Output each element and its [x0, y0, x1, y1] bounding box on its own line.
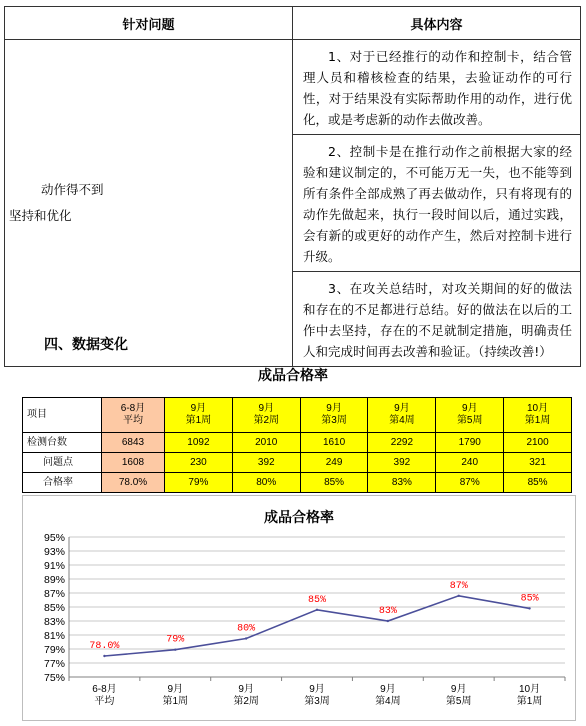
col-header-avg: 6-8月 平均: [102, 398, 165, 433]
line-chart-svg: [23, 496, 575, 720]
cell: 1610: [300, 433, 368, 453]
data-table-corner: 项目: [23, 398, 102, 433]
issue-table: [4, 6, 581, 367]
y-tick-label: 77%: [43, 658, 65, 670]
col-header-w3: 9月 第3周: [300, 398, 368, 433]
y-tick-label: 93%: [43, 546, 65, 558]
data-label: 80%: [237, 623, 256, 635]
cell: 249: [300, 453, 368, 473]
problem-cell: [5, 40, 293, 367]
data-point: [103, 655, 105, 657]
cell: 80%: [232, 473, 300, 493]
table-row: [23, 433, 572, 453]
y-tick-label: 81%: [43, 630, 65, 642]
cell: 240: [436, 453, 504, 473]
cell: 392: [368, 453, 436, 473]
row-label: 合格率: [23, 473, 102, 493]
y-tick-label: 75%: [43, 672, 65, 684]
y-tick-label: 95%: [43, 532, 65, 544]
chart-main-title: 成品合格率: [258, 368, 328, 384]
data-label: 79%: [166, 634, 185, 646]
cell: 392: [232, 453, 300, 473]
cell: 78.0%: [102, 473, 165, 493]
x-tick-label: 10月第1周: [516, 684, 543, 707]
row-label: 问题点: [23, 453, 102, 473]
cell: 85%: [504, 473, 572, 493]
y-tick-label: 83%: [43, 616, 65, 628]
table-row: [23, 473, 572, 493]
y-tick-label: 89%: [43, 574, 65, 586]
y-tick-label: 91%: [43, 560, 65, 572]
header-problem: 针对问题: [5, 7, 293, 40]
header-content: 具体内容: [293, 7, 581, 40]
data-label: 78.0%: [89, 641, 120, 652]
data-table-header-row: [23, 398, 572, 433]
y-tick-label: 87%: [43, 588, 65, 600]
content-item-1: 1、对于已经推行的动作和控制卡，结合管理人员和稽核检查的结果，去验证动作的可行性，对于结果没有实际帮助作用的动作，进行优化，或是考虑新的动作去做改善。: [293, 40, 581, 135]
cell: 85%: [300, 473, 368, 493]
line-chart: [22, 495, 576, 721]
data-label: 85%: [520, 593, 539, 605]
data-point: [316, 609, 318, 611]
content-item-2: 2、控制卡是在推行动作之前根据大家的经验和建议制定的，不可能万无一失，也不能等到所有条件全部成熟了再去做动作，只有将现有的动作先做起来，执行一段时间以后，通过实践，会有新的或更好的动作产生，然后对控制卡进行升级。: [293, 135, 581, 272]
x-tick-label: 9月第4周: [375, 684, 401, 707]
cell: 79%: [165, 473, 233, 493]
row-label: 检测台数: [23, 433, 102, 453]
data-label: 87%: [449, 580, 468, 592]
cell: 83%: [368, 473, 436, 493]
cell: 87%: [436, 473, 504, 493]
section-title: 四、数据变化: [44, 337, 128, 353]
data-point: [245, 637, 247, 639]
cell: 6843: [102, 433, 165, 453]
col-header-w5: 9月 第5周: [436, 398, 504, 433]
cell: 2292: [368, 433, 436, 453]
cell: 1790: [436, 433, 504, 453]
cell: 321: [504, 453, 572, 473]
col-header-oct-w1: 10月 第1周: [504, 398, 572, 433]
cell: 1608: [102, 453, 165, 473]
table-row: [23, 453, 572, 473]
data-label: 85%: [307, 594, 327, 606]
chart-title: 成品合格率: [264, 510, 334, 526]
x-tick-label: 9月第2周: [233, 684, 259, 707]
data-point: [458, 595, 460, 597]
y-tick-label: 85%: [43, 602, 65, 614]
data-point: [174, 649, 176, 651]
col-header-w2: 9月 第2周: [232, 398, 300, 433]
content-item-3: 3、在攻关总结时，对攻关期间的好的做法和存在的不足都进行总结。好的做法在以后的工作中去坚持，存在的不足就制定措施，明确责任人和完成时间再去改善和验证。（持续改善!）: [293, 272, 581, 367]
x-tick-label: 9月第5周: [445, 684, 472, 707]
x-tick-label: 9月第1周: [162, 684, 189, 707]
col-header-w1: 9月 第1周: [165, 398, 233, 433]
cell: 1092: [165, 433, 233, 453]
problem-text-line1: 动作得不到: [41, 182, 104, 197]
cell: 2010: [232, 433, 300, 453]
cell: 2100: [504, 433, 572, 453]
problem-text-line2: 坚持和优化: [9, 208, 72, 223]
cell: 230: [165, 453, 233, 473]
data-table: [22, 397, 572, 493]
y-tick-label: 79%: [43, 644, 65, 656]
x-tick-label: 6-8月平均: [92, 684, 117, 707]
col-header-w4: 9月 第4周: [368, 398, 436, 433]
data-point: [528, 607, 530, 609]
x-tick-label: 9月第3周: [304, 684, 330, 707]
data-point: [387, 620, 389, 622]
data-label: 83%: [378, 606, 397, 617]
